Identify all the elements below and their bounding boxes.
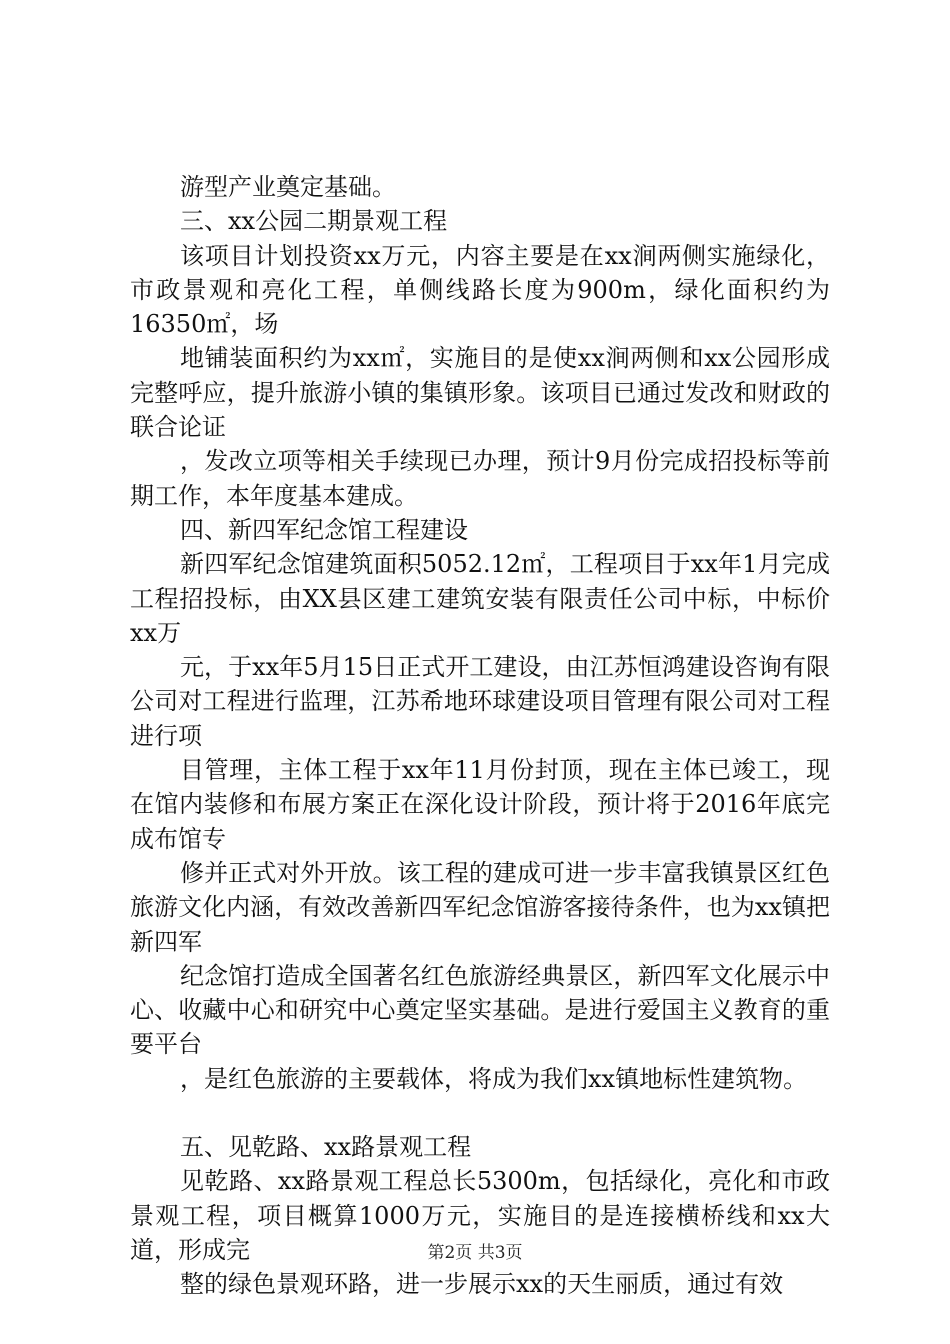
section-heading: 四、新四军纪念馆工程建设	[180, 515, 468, 544]
paragraph: ，发改立项等相关手续现已办理，预计9月份完成招投标等前期工作，本年度基本建成。	[130, 447, 830, 510]
paragraph: 纪念馆打造成全国著名红色旅游经典景区，新四军文化展示中心、收藏中心和研究中心奠定坚实基础。是进行爱国主义教育的重要平台	[130, 961, 830, 1059]
section-heading: 三、xx公园二期景观工程	[180, 207, 448, 236]
paragraph: ，是红色旅游的主要载体，将成为我们xx镇地标性建筑物。	[180, 1064, 808, 1093]
paragraph: 目管理，主体工程于xx年11月份封顶，现在主体已竣工，现在馆内装修和布展方案正在深化设计阶段，预计将于2016年底完成布馆专	[130, 756, 830, 853]
paragraph: 新四军纪念馆建筑面积5052.12㎡，工程项目于xx年1月完成工程招投标，由XX县区建工建筑安装有限责任公司中标，中标价xx万	[130, 550, 830, 647]
paragraph: 见乾路、xx路景观工程总长5300m，包括绿化，亮化和市政景观工程，项目概算1000万元，实施目的是连接横桥线和xx大道，形成完	[130, 1167, 830, 1264]
paragraph: 游型产业奠定基础。	[180, 173, 396, 201]
paragraph: 该项目计划投资xx万元，内容主要是在xx涧两侧实施绿化，市政景观和亮化工程，单侧线路长度为900m，绿化面积约为16350㎡，场	[130, 241, 830, 339]
blank-line	[130, 1096, 830, 1130]
paragraph: 修并正式对外开放。该工程的建成可进一步丰富我镇景区红色旅游文化内涵，有效改善新四军纪念馆游客接待条件，也为xx镇把新四军	[130, 858, 830, 956]
document-body	[130, 170, 830, 1302]
paragraph: 元，于xx年5月15日正式开工建设，由江苏恒鸿建设咨询有限公司对工程进行监理，江苏希地环球建设项目管理有限公司对工程进行项	[130, 653, 830, 750]
paragraph: 地铺装面积约为xx㎡，实施目的是使xx涧两侧和xx公园形成完整呼应，提升旅游小镇的集镇形象。该项目已通过发改和财政的联合论证	[130, 344, 830, 442]
page-number: 第2页 共3页	[427, 1243, 523, 1263]
paragraph: 整的绿色景观环路，进一步展示xx的天生丽质，通过有效	[180, 1270, 784, 1299]
section-heading: 五、见乾路、xx路景观工程	[180, 1133, 472, 1162]
